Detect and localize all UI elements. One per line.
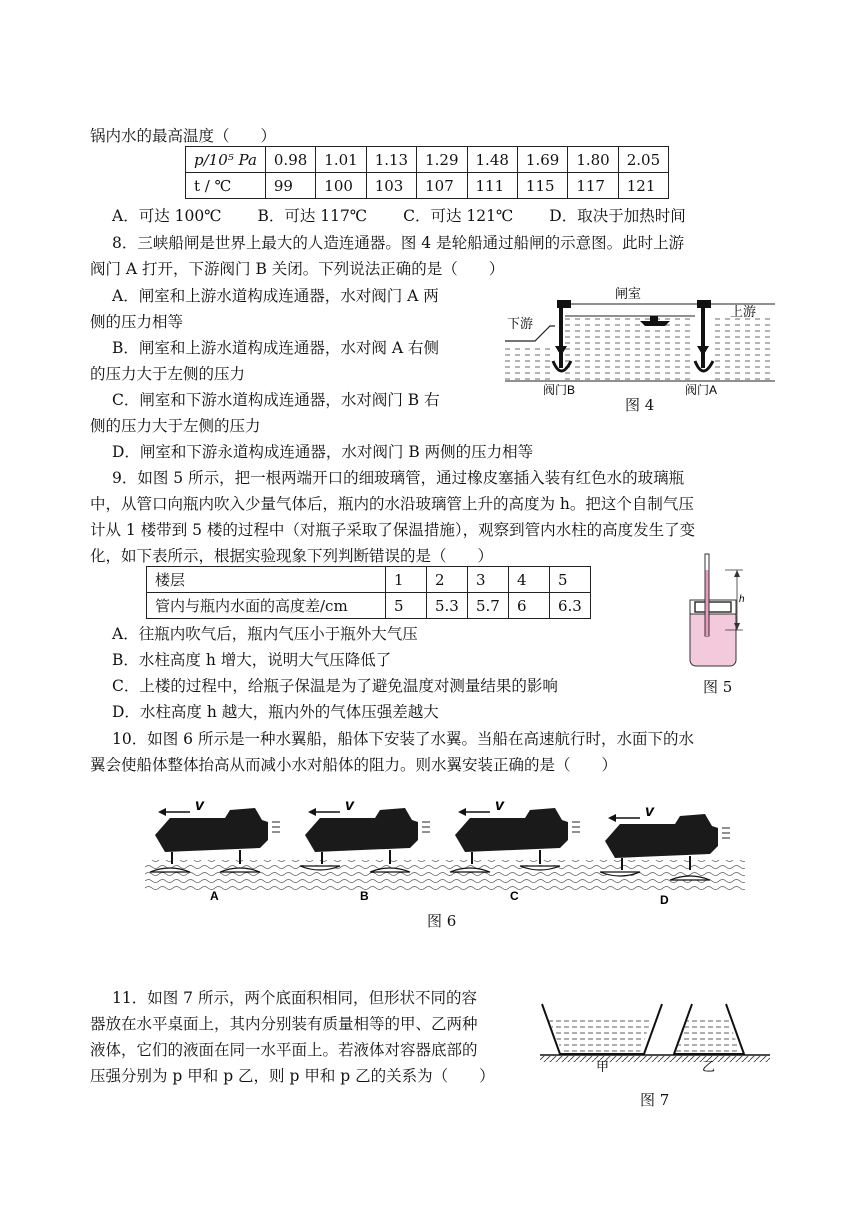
table-cell: 1.48 (467, 147, 517, 173)
jia-label: 甲 (596, 1059, 610, 1072)
q9-stem-2: 中，从管口向瓶内吹入少量气体后，瓶内的水沿玻璃管上升的高度为 h。把这个自制气压 (90, 495, 694, 513)
q10-stem-2: 翼会使船体整体抬高从而减小水对船体的阻力。则水翼安装正确的是（ ） (90, 756, 618, 774)
valve-b-label: 阀门B (543, 383, 576, 396)
figure-4-caption: 图 4 (625, 396, 655, 414)
containers-figure (540, 1000, 770, 1072)
h-label: h (739, 594, 745, 605)
option-label-c: C (510, 889, 519, 903)
table-cell: 5.7 (468, 593, 509, 619)
q11-stem-3: 液体，它们的液面在同一水平面上。若液体对容器底部的 (90, 1041, 478, 1059)
table-cell: 0.98 (265, 147, 315, 173)
q8-option-c: C．闸室和下游水道构成连通器，水对阀门 B 右 (112, 391, 440, 409)
table-cell: 5 (386, 593, 427, 619)
hydrofoil-boats-figure (145, 800, 745, 908)
q7-options: A．可达 100℃ B．可达 117℃ C．可达 121℃ D．取决于加热时间 (112, 207, 686, 225)
q8-option-c-cont: 侧的压力大于左侧的压力 (90, 417, 261, 435)
q9-stem-3: 计从 1 楼带到 5 楼的过程中（对瓶子采取了保温措施），观察到管内水柱的高度发生了变 (90, 521, 696, 539)
table-row (147, 567, 591, 593)
option-label-d: D (660, 893, 669, 907)
velocity-label-d: v (645, 803, 654, 820)
q9-option-a: A．往瓶内吹气后，瓶内气压小于瓶外大气压 (112, 625, 418, 643)
q9-stem-1: 9．如图 5 所示，把一根两端开口的细玻璃管，通过橡皮塞插入装有红色水的玻璃瓶 (112, 469, 685, 487)
table-cell: 5 (550, 567, 591, 593)
q11-stem-1: 11．如图 7 所示，两个底面积相同，但形状不同的容 (112, 989, 477, 1007)
table-cell: p/10⁵ Pa (186, 147, 266, 173)
table-cell: 99 (265, 173, 315, 199)
q8-option-b: B．闸室和上游水道构成连通器，水对阀 A 右侧 (112, 339, 439, 357)
option-label-a: A (210, 889, 219, 903)
option-label-b: B (360, 889, 369, 903)
table-row (186, 147, 669, 173)
q8-stem-1: 8．三峡船闸是世界上最大的人造连通器。图 4 是轮船通过船闸的示意图。此时上游 (112, 234, 685, 252)
table-cell: 103 (366, 173, 416, 199)
velocity-label-c: v (495, 800, 504, 814)
downstream-label: 下游 (507, 316, 534, 331)
figure-5-caption: 图 5 (703, 678, 733, 696)
q11-stem-2: 器放在水平桌面上，其内分别装有质量相等的甲、乙两种 (90, 1015, 478, 1033)
table-cell: 1.69 (517, 147, 567, 173)
q10-stem-1: 10．如图 6 所示是一种水翼船，船体下安装了水翼。当船在高速航行时，水面下的水 (112, 730, 694, 748)
q7-stem: 锅内水的最高温度（ ） (90, 127, 277, 145)
q9-option-d: D．水柱高度 h 越大，瓶内外的气体压强差越大 (112, 703, 439, 721)
q9-option-c: C．上楼的过程中，给瓶子保温是为了避免温度对测量结果的影响 (112, 677, 558, 695)
table-cell: 1 (386, 567, 427, 593)
table-cell: 6.3 (550, 593, 591, 619)
table-row (147, 593, 591, 619)
table-cell: 5.3 (427, 593, 468, 619)
table-cell: 1.80 (568, 147, 618, 173)
q9-table (146, 566, 591, 619)
table-cell: 1.13 (366, 147, 416, 173)
yi-label: 乙 (702, 1059, 716, 1072)
table-cell: 107 (417, 173, 467, 199)
velocity-label-a: v (195, 800, 204, 814)
velocity-label-b: v (345, 800, 354, 814)
table-cell: 6 (509, 593, 550, 619)
q9-stem-4: 化，如下表所示，根据实验现象下列判断错误的是（ ） (90, 547, 494, 565)
table-cell: 楼层 (147, 567, 386, 593)
q8-stem-2: 阀门 A 打开，下游阀门 B 关闭。下列说法正确的是（ ） (90, 260, 505, 278)
q8-option-b-cont: 的压力大于左侧的压力 (90, 365, 246, 383)
table-cell: 4 (509, 567, 550, 593)
table-row (186, 173, 669, 199)
table-cell: 111 (467, 173, 517, 199)
table-cell: 1.01 (316, 147, 366, 173)
figure-7-caption: 图 7 (640, 1091, 670, 1109)
q8-option-a-cont: 侧的压力相等 (90, 313, 184, 331)
table-cell: 管内与瓶内水面的高度差/cm (147, 593, 386, 619)
q8-option-a: A．闸室和上游水道构成连通器，水对阀门 A 两 (112, 287, 439, 305)
ship-lock-figure (505, 286, 775, 396)
valve-a-label: 阀门A (685, 383, 718, 396)
barometer-bottle-figure (685, 552, 755, 672)
table-cell: 2 (427, 567, 468, 593)
q11-stem-4: 压强分别为 p 甲和 p 乙，则 p 甲和 p 乙的关系为（ ） (90, 1067, 495, 1085)
upstream-label: 上游 (730, 304, 757, 319)
q9-option-b: B．水柱高度 h 增大，说明大气压降低了 (112, 651, 392, 669)
q8-option-d: D．闸室和下游永道构成连通器，水对阀门 B 两侧的压力相等 (112, 443, 534, 461)
table-cell: 2.05 (618, 147, 668, 173)
table-cell: 121 (618, 173, 668, 199)
table-cell: 1.29 (417, 147, 467, 173)
chamber-label: 闸室 (615, 286, 642, 301)
table-cell: t / ℃ (186, 173, 266, 199)
table-cell: 100 (316, 173, 366, 199)
table-cell: 3 (468, 567, 509, 593)
q7-table (185, 146, 669, 199)
table-cell: 117 (568, 173, 618, 199)
figure-6-caption: 图 6 (427, 912, 457, 930)
table-cell: 115 (517, 173, 567, 199)
